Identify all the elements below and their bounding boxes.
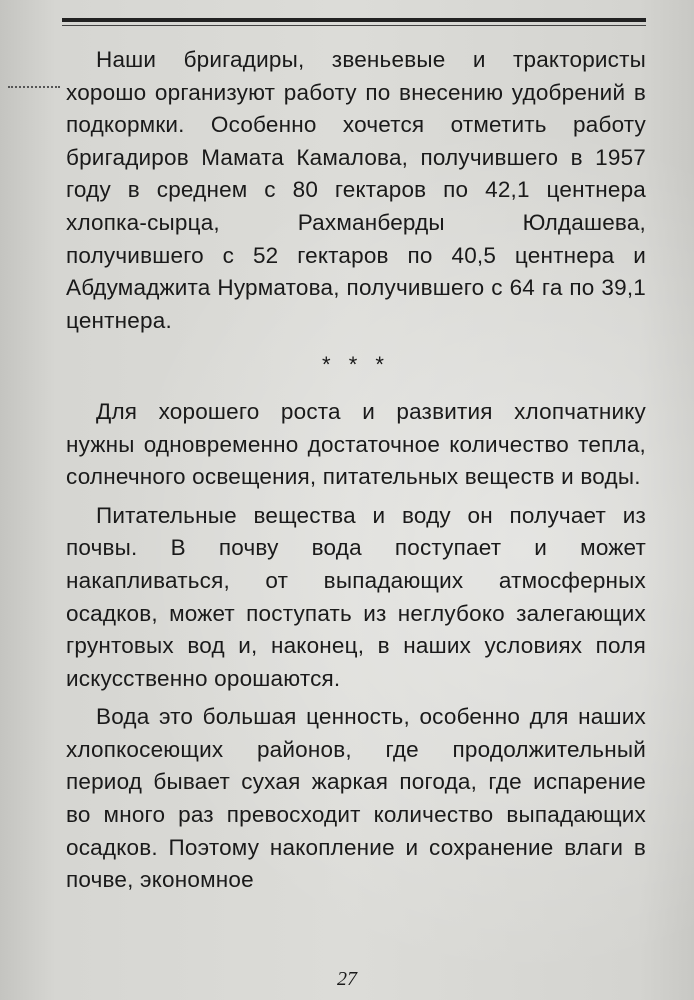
paragraph-soil-water: Питательные вещества и воду он получает из почвы. В почву вода поступает и может накапливаться, от выпадающих атмосферных осадков, может поступать из неглубоко залегающих грунтовых вод и, наконец, в наших условиях поля искусственно орошаются. (66, 502, 646, 691)
header-rule (62, 18, 646, 22)
page-number: 27 (337, 968, 357, 990)
section-separator: * * * (322, 352, 390, 378)
paragraph-fertilizer: Наши бригадиры, звеньевые и трактористы хорошо организуют работу по внесению удобрений в подкормки. Особенно хочется отметить работу бригадиров Мамата Камалова, получившего в 1957 году в среднем с 80 гектаров по 42,1 центнера хлопка-сырца, Рахманберды Юлдашева, получившего с 52 гектаров по 40,5 центнера и Абдумаджита Нурматова, получившего с 64 га по 39,1 центнера. (66, 47, 646, 333)
paragraph-water-value: Вода это большая ценность, особенно для наших хлопкосеющих районов, где продолжительный период бывает сухая жаркая погода, где испарение во много раз превосходит количество выпадающих осадков. Поэтому накопление и сохранение влаги в почве, экономное (66, 704, 646, 893)
margin-mark (8, 86, 60, 88)
header-rule-thin (62, 25, 646, 26)
paragraph-growth: Для хорошего роста и развития хлопчатнику нужны одновременно достаточное количество тепла, солнечного освещения, питательных веществ и воды. (66, 398, 646, 490)
page-text (66, 44, 646, 897)
